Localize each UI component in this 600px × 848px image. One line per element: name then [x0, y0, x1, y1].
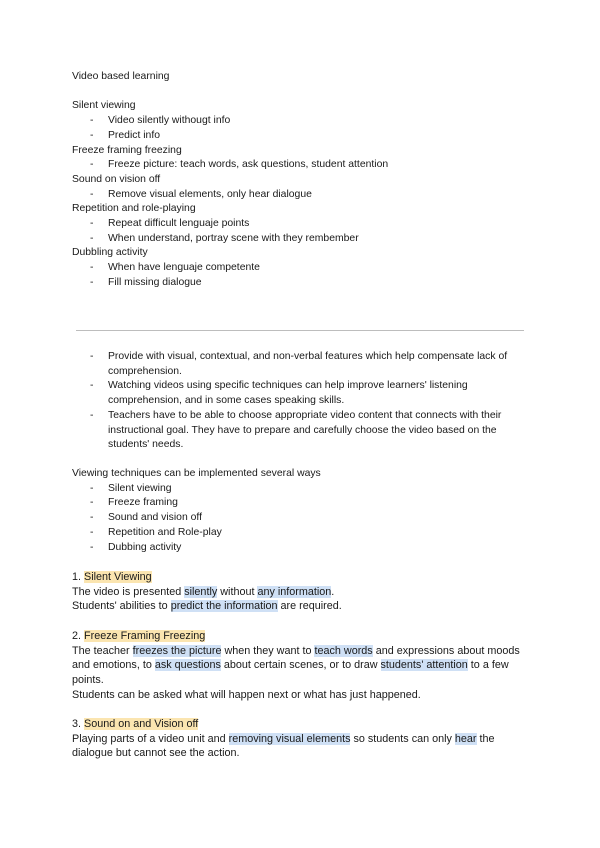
list-item: - Dubbing activity	[90, 541, 182, 553]
list-item: - Repeat difficult lenguaje points	[90, 218, 250, 230]
list-item: - Teachers have to be able to choose appropriate video content that connects with their instructional goal. They have to prepare and carefully choose the video based on the students' needs.	[90, 409, 502, 451]
paragraph: The video is presented silently without any information.	[72, 585, 335, 598]
list-item: - When have lenguaje competente	[90, 262, 260, 274]
list-item: - Freeze picture: teach words, ask questions, student attention	[90, 159, 389, 171]
list-item: - Silent viewing	[90, 482, 172, 494]
outline-heading: Silent viewing	[72, 100, 136, 112]
techniques-intro: Viewing techniques can be implemented several ways	[72, 468, 321, 479]
paragraph: Students can be asked what will happen next or what has just happened.	[72, 688, 421, 701]
paragraph: Playing parts of a video unit and removing visual elements so students can only hear the dialogue but cannot see the action.	[72, 732, 495, 760]
section-title: Freeze Framing Freezing	[84, 629, 206, 642]
techniques-section	[72, 467, 528, 555]
paragraph: The teacher freezes the picture when they want to teach words and expressions about moods and emotions, to ask questions about certain scenes, or to draw students' attention to a few points.	[72, 644, 520, 686]
section-title: Sound on and Vision off	[84, 718, 199, 730]
list-item: - Freeze framing	[90, 497, 178, 509]
outline-heading: Sound on vision off	[72, 173, 161, 185]
section-heading-freeze-framing: 2. Freeze Framing Freezing	[72, 629, 206, 642]
list-item: - Video silently withougt info	[90, 115, 231, 127]
outline-heading: Dubbling activity	[72, 247, 148, 259]
list-item: - Watching videos using specific techniques can help improve learners' listening comprehension, and in some cases speaking skills.	[90, 380, 468, 407]
list-item: - When understand, portray scene with they rembember	[90, 232, 359, 244]
horizontal-divider	[76, 330, 524, 331]
list-item: - Remove visual elements, only hear dialogue	[90, 188, 312, 200]
list-item: - Repetition and Role-play	[90, 526, 222, 538]
outline-heading: Repetition and role-playing	[72, 203, 196, 215]
list-item: - Predict info	[90, 129, 160, 141]
section-title: Silent Viewing	[84, 571, 152, 583]
paragraph: Students' abilities to predict the information are required.	[72, 600, 342, 613]
list-item: - Fill missing dialogue	[90, 276, 202, 288]
list-item: - Sound and vision off	[90, 512, 202, 524]
list-item: - Provide with visual, contextual, and non-verbal features which help compensate lack of comprehension.	[90, 351, 508, 377]
detail-sections	[72, 570, 532, 761]
section-heading-sound-on-vision-off: 3. Sound on and Vision off	[72, 718, 199, 730]
bullet-section	[72, 350, 528, 453]
section-heading-silent-viewing: 1. Silent Viewing	[72, 571, 152, 583]
outline-heading: Freeze framing freezing	[72, 144, 182, 156]
outline-section	[72, 70, 528, 291]
document-title: Video based learning	[72, 71, 170, 82]
